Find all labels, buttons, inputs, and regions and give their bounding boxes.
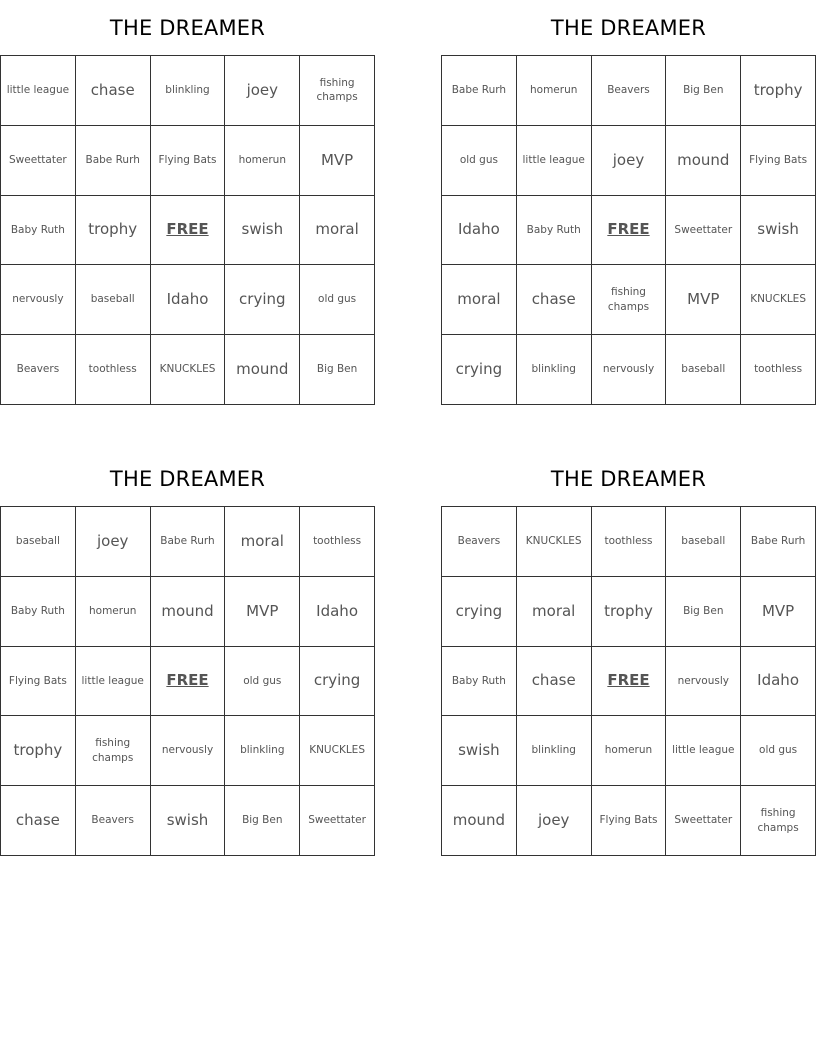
bingo-cell: chase — [517, 265, 592, 335]
bingo-cell: homerun — [517, 56, 592, 126]
bingo-grid — [441, 55, 816, 405]
bingo-cell: little league — [1, 56, 76, 126]
bingo-cell: trophy — [592, 577, 667, 647]
bingo-cell: chase — [76, 56, 151, 126]
bingo-cell: old gus — [442, 126, 517, 196]
bingo-cell: Sweettater — [1, 126, 76, 196]
bingo-cell: fishing champs — [76, 716, 151, 786]
bingo-cell: Beavers — [76, 786, 151, 856]
bingo-cell: MVP — [741, 577, 816, 647]
bingo-cell: nervously — [151, 716, 226, 786]
bingo-cell: Baby Ruth — [442, 647, 517, 717]
free-space-cell: FREE — [592, 196, 667, 266]
bingo-cell: chase — [517, 647, 592, 717]
bingo-cell: Idaho — [741, 647, 816, 717]
bingo-cell: swish — [442, 716, 517, 786]
bingo-card-2 — [441, 14, 816, 406]
bingo-cell: joey — [592, 126, 667, 196]
bingo-cell: little league — [76, 647, 151, 717]
bingo-cell: MVP — [225, 577, 300, 647]
bingo-cell: swish — [225, 196, 300, 266]
bingo-cell: KNUCKLES — [517, 507, 592, 577]
bingo-cell: mound — [151, 577, 226, 647]
bingo-cell: old gus — [300, 265, 375, 335]
bingo-cell: Babe Rurh — [442, 56, 517, 126]
bingo-cell: Big Ben — [300, 335, 375, 405]
bingo-cell: crying — [300, 647, 375, 717]
bingo-cell: crying — [442, 335, 517, 405]
bingo-cell: trophy — [1, 716, 76, 786]
bingo-cell: fishing champs — [592, 265, 667, 335]
bingo-cell: baseball — [76, 265, 151, 335]
bingo-cell: baseball — [1, 507, 76, 577]
bingo-cell: nervously — [592, 335, 667, 405]
bingo-cell: mound — [442, 786, 517, 856]
bingo-grid — [441, 506, 816, 856]
bingo-cell: Beavers — [442, 507, 517, 577]
bingo-cell: mound — [666, 126, 741, 196]
bingo-cell: blinkling — [225, 716, 300, 786]
bingo-cell: mound — [225, 335, 300, 405]
bingo-cell: Flying Bats — [151, 126, 226, 196]
bingo-cell: moral — [300, 196, 375, 266]
bingo-cell: moral — [442, 265, 517, 335]
bingo-cell: little league — [666, 716, 741, 786]
bingo-grid — [0, 506, 375, 856]
bingo-cell: Babe Rurh — [151, 507, 226, 577]
bingo-cell: Idaho — [300, 577, 375, 647]
bingo-cell: Sweettater — [666, 786, 741, 856]
bingo-cell: baseball — [666, 335, 741, 405]
bingo-cell: baseball — [666, 507, 741, 577]
bingo-cell: Flying Bats — [741, 126, 816, 196]
bingo-cell: crying — [225, 265, 300, 335]
card-title: THE DREAMER — [550, 467, 707, 491]
bingo-cell: blinkling — [151, 56, 226, 126]
bingo-cell: Baby Ruth — [1, 196, 76, 266]
bingo-cell: Idaho — [442, 196, 517, 266]
bingo-cell: toothless — [76, 335, 151, 405]
bingo-cell: MVP — [300, 126, 375, 196]
bingo-cell: homerun — [76, 577, 151, 647]
card-title: THE DREAMER — [550, 16, 707, 40]
bingo-cell: KNUCKLES — [741, 265, 816, 335]
card-title: THE DREAMER — [109, 467, 266, 491]
bingo-cell: Babe Rurh — [76, 126, 151, 196]
bingo-cell: swish — [151, 786, 226, 856]
bingo-cell: Big Ben — [666, 577, 741, 647]
bingo-cell: Baby Ruth — [517, 196, 592, 266]
bingo-cell: KNUCKLES — [151, 335, 226, 405]
bingo-cell: Sweettater — [666, 196, 741, 266]
bingo-cell: Big Ben — [225, 786, 300, 856]
bingo-cell: KNUCKLES — [300, 716, 375, 786]
bingo-cell: blinkling — [517, 335, 592, 405]
bingo-cell: joey — [517, 786, 592, 856]
bingo-cell: moral — [517, 577, 592, 647]
bingo-cell: Flying Bats — [1, 647, 76, 717]
bingo-cell: Sweettater — [300, 786, 375, 856]
bingo-grid — [0, 55, 375, 405]
bingo-cell: toothless — [592, 507, 667, 577]
bingo-cell: blinkling — [517, 716, 592, 786]
bingo-cell: homerun — [592, 716, 667, 786]
free-space-cell: FREE — [151, 647, 226, 717]
bingo-card-4 — [441, 465, 816, 857]
bingo-cell: chase — [1, 786, 76, 856]
bingo-cell: old gus — [225, 647, 300, 717]
bingo-cell: Flying Bats — [592, 786, 667, 856]
bingo-cell: Big Ben — [666, 56, 741, 126]
bingo-cell: Beavers — [592, 56, 667, 126]
bingo-cell: toothless — [741, 335, 816, 405]
bingo-cell: little league — [517, 126, 592, 196]
bingo-cell: moral — [225, 507, 300, 577]
bingo-cell: old gus — [741, 716, 816, 786]
bingo-cell: fishing champs — [741, 786, 816, 856]
bingo-card-3 — [0, 465, 375, 857]
card-title: THE DREAMER — [109, 16, 266, 40]
bingo-cell: joey — [225, 56, 300, 126]
bingo-cell: Baby Ruth — [1, 577, 76, 647]
free-space-cell: FREE — [151, 196, 226, 266]
free-space-cell: FREE — [592, 647, 667, 717]
bingo-cell: Idaho — [151, 265, 226, 335]
bingo-cell: homerun — [225, 126, 300, 196]
bingo-cell: trophy — [741, 56, 816, 126]
bingo-cell: fishing champs — [300, 56, 375, 126]
bingo-cell: Beavers — [1, 335, 76, 405]
bingo-cell: toothless — [300, 507, 375, 577]
bingo-cell: MVP — [666, 265, 741, 335]
bingo-cell: trophy — [76, 196, 151, 266]
bingo-cell: joey — [76, 507, 151, 577]
bingo-cell: Babe Rurh — [741, 507, 816, 577]
bingo-cell: crying — [442, 577, 517, 647]
bingo-cell: nervously — [1, 265, 76, 335]
bingo-cell: swish — [741, 196, 816, 266]
bingo-cell: nervously — [666, 647, 741, 717]
bingo-card-1 — [0, 14, 375, 406]
